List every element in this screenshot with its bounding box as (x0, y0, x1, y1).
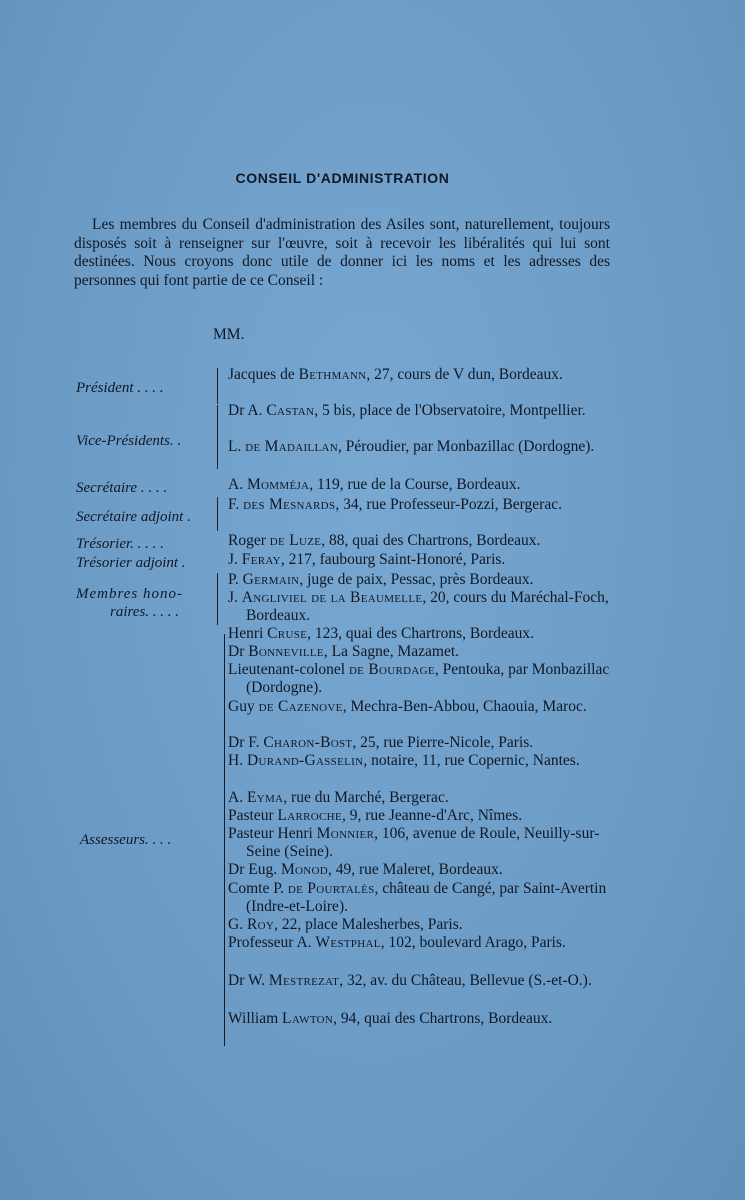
brace-vice-presidents (217, 405, 218, 469)
entry-luze: Roger de Luze, 88, quai des Chartrons, Bordeaux. (228, 532, 541, 549)
entry-bourdage: Lieutenant-colonel de Bourdage, Pentouka, par Monbazillac (Dordogne). (228, 661, 610, 696)
entry-bonneville: Dr Bonneville, La Sagne, Mazamet. (228, 643, 460, 660)
entry-lawton: William Lawton, 94, quai des Chartrons, Bordeaux. (228, 1010, 553, 1027)
role-assesseurs: Assesseurs. . . . (80, 832, 172, 848)
entry-mommeja: A. Momméja, 119, rue de la Course, Bordeaux. (228, 476, 521, 493)
brace-membres-honoraires (217, 573, 218, 625)
entry-durand-gasselin: H. Durand-Gasselin, notaire, 11, rue Copernic, Nantes. (228, 752, 580, 769)
section-heading: CONSEIL D'ADMINISTRATION (235, 170, 450, 186)
role-tresorier-adjoint: Trésorier adjoint . (76, 555, 186, 571)
brace-president (217, 368, 218, 404)
role-secretaire-adjoint: Secrétaire adjoint . (76, 509, 191, 525)
entry-mesnards: F. des Mesnards, 34, rue Professeur-Pozzi, Bergerac. (228, 496, 562, 513)
entry-roy: G. Roy, 22, place Malesherbes, Paris. (228, 916, 463, 933)
entry-bethmann: Jacques de Bethmann, 27, cours de V dun, Bordeaux. (228, 366, 563, 383)
entry-monnier: Pasteur Henri Monnier, 106, avenue de Roule, Neuilly-sur-Seine (Seine). (228, 825, 600, 860)
entry-madaillan: L. de Madaillan, Péroudier, par Monbazillac (Dordogne). (228, 438, 595, 455)
role-vice-presidents: Vice-Présidents. . (76, 433, 182, 449)
entry-westphal: Professeur A. Westphal, 102, boulevard Arago, Paris. (228, 934, 566, 951)
entry-cruse: Henri Cruse, 123, quai des Chartrons, Bordeaux. (228, 625, 535, 642)
entry-larroche: Pasteur Larroche, 9, rue Jeanne-d'Arc, Nîmes. (228, 807, 523, 824)
entry-feray: J. Feray, 217, faubourg Saint-Honoré, Paris. (228, 551, 506, 568)
intro-paragraph: Les membres du Conseil d'administration des Asiles sont, naturellement, toujours disposés soit à renseigner sur l'œuvre, soit à recevoir les libéralités qui lui sont destinées. Nous croyons donc utile de donner ici les noms et les adresses des personnes qui font partie de ce Conseil : (74, 216, 610, 289)
role-membres-honoraires-line1: Membres hono- (76, 586, 184, 602)
entry-germain: P. Germain, juge de paix, Pessac, près Bordeaux. (228, 571, 534, 588)
role-membres-honoraires-line2: raires. . . . . (110, 604, 180, 620)
entry-monod: Dr Eug. Monod, 49, rue Maleret, Bordeaux. (228, 861, 503, 878)
entry-cazenove: Guy de Cazenove, Mechra-Ben-Abbou, Chaouia, Maroc. (228, 698, 587, 715)
role-president: Président . . . . (76, 380, 164, 396)
role-secretaire: Secrétaire . . . . (76, 480, 168, 496)
entry-castan: Dr A. Castan, 5 bis, place de l'Observatoire, Montpellier. (228, 402, 586, 419)
entry-angliviel: J. Angliviel de la Beaumelle, 20, cours du Maréchal-Foch, Bordeaux. (228, 589, 609, 624)
brace-secretaire-adjoint (217, 497, 218, 531)
bracket-assesseurs (224, 634, 225, 1046)
entry-pourtales: Comte P. de Pourtalès, château de Cangé, par Saint-Avertin (Indre-et-Loire). (228, 880, 607, 915)
entry-charon-bost: Dr F. Charon-Bost, 25, rue Pierre-Nicole, Paris. (228, 734, 534, 751)
mm-label: MM. (213, 326, 245, 343)
entry-mestrezat: Dr W. Mestrezat, 32, av. du Château, Bellevue (S.-et-O.). (228, 972, 592, 989)
entry-eyma: A. Eyma, rue du Marché, Bergerac. (228, 789, 449, 806)
role-tresorier: Trésorier. . . . . (76, 536, 164, 552)
